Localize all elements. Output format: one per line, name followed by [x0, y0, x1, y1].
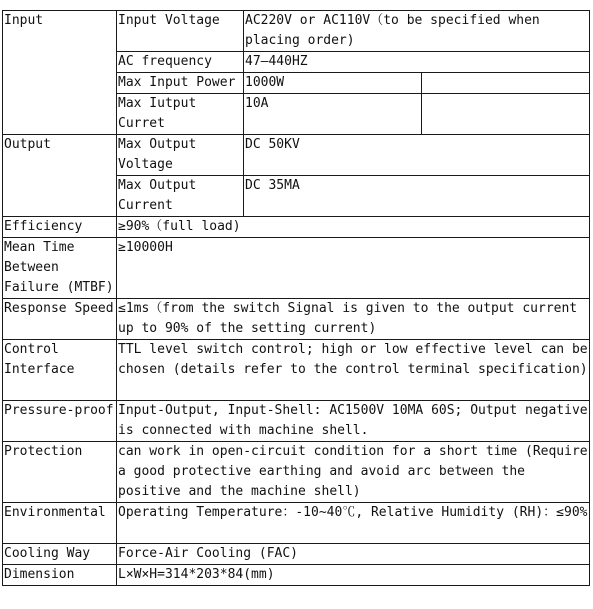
protection-value: can work in open-circuit condition for a short time (Require a good protective earthing and avoid arc between the positive and the machine shell)	[117, 442, 590, 503]
table-row	[3, 544, 590, 565]
max-output-voltage-label: Max Output Voltage	[117, 135, 244, 176]
control-interface-label: Control Interface	[3, 340, 117, 401]
response-speed-label: Response Speed	[3, 299, 117, 340]
protection-label: Protection	[3, 442, 117, 503]
control-interface-value: TTL level switch control; high or low effective level can be chosen (details refer to the control terminal specification)	[117, 340, 590, 401]
table-row	[3, 401, 590, 442]
mtbf-value: ≥10000H	[117, 238, 590, 299]
response-speed-value: ≤1ms（from the switch Signal is given to the output current up to 90% of the setting current)	[117, 299, 590, 340]
input-voltage-value: AC220V or AC110V（to be specified when placing order)	[244, 11, 590, 52]
max-input-current-value: 10A	[244, 94, 422, 135]
empty-cell	[422, 73, 590, 94]
empty-cell	[422, 94, 590, 135]
table-row	[3, 135, 590, 176]
dimension-value: L×W×H=314*203*84(mm)	[117, 565, 590, 586]
mtbf-label: Mean Time Between Failure (MTBF)	[3, 238, 117, 299]
max-input-power-value: 1000W	[244, 73, 422, 94]
max-output-current-value: DC 35MA	[244, 176, 590, 217]
table-row	[3, 238, 590, 299]
max-output-current-label: Max Output Current	[117, 176, 244, 217]
dimension-label: Dimension	[3, 565, 117, 586]
table-row	[3, 503, 590, 544]
environmental-label: Environmental	[3, 503, 117, 544]
input-section-label: Input	[3, 11, 117, 135]
table-row	[3, 217, 590, 238]
efficiency-value: ≥90%（full load)	[117, 217, 590, 238]
pressure-proof-value: Input-Output, Input-Shell: AC1500V 10MA 60S; Output negative is connected with machine shell.	[117, 401, 590, 442]
table-row	[3, 442, 590, 503]
cooling-way-value: Force-Air Cooling (FAC)	[117, 544, 590, 565]
max-output-voltage-value: DC 50KV	[244, 135, 590, 176]
output-section-label: Output	[3, 135, 117, 217]
table-row	[3, 340, 590, 401]
environmental-value: Operating Temperature：-10~40℃, Relative Humidity (RH)：≤90%	[117, 503, 590, 544]
input-voltage-label: Input Voltage	[117, 11, 244, 52]
max-input-current-label: Max Iutput Curret	[117, 94, 244, 135]
table-row	[3, 11, 590, 52]
ac-frequency-value: 47—440HZ	[244, 52, 590, 73]
table-row	[3, 299, 590, 340]
table-row	[3, 565, 590, 586]
cooling-way-label: Cooling Way	[3, 544, 117, 565]
ac-frequency-label: AC frequency	[117, 52, 244, 73]
pressure-proof-label: Pressure-proof	[3, 401, 117, 442]
max-input-power-label: Max Input Power	[117, 73, 244, 94]
efficiency-label: Efficiency	[3, 217, 117, 238]
spec-table	[2, 10, 590, 586]
